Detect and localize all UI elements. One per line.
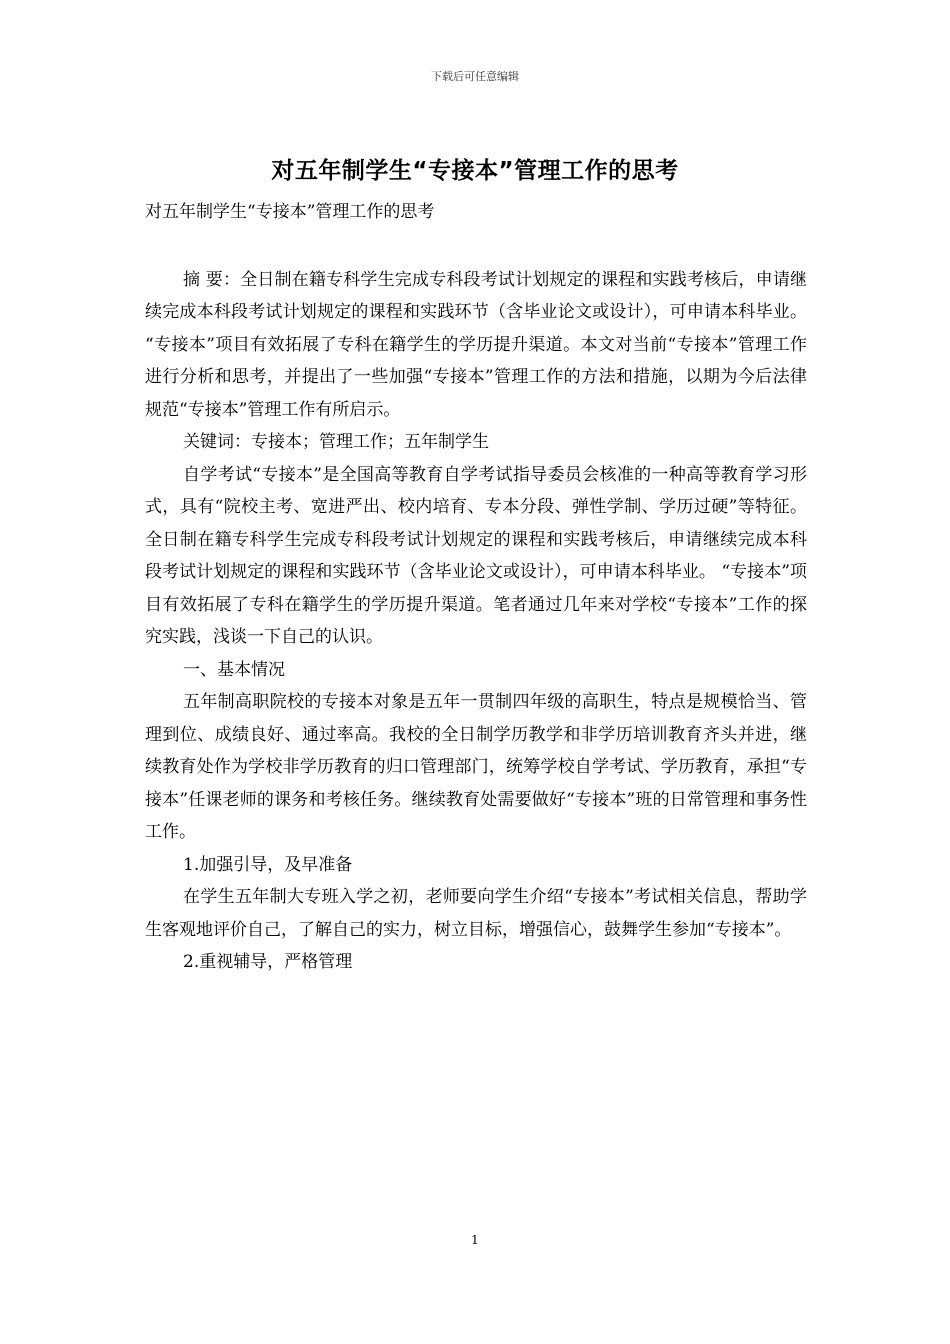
page-number: 1 (471, 1233, 479, 1247)
document-body (145, 196, 807, 979)
document-title: 对五年制学生“专接本”管理工作的思考 (271, 158, 679, 184)
header-note: 下载后可任意编辑 (431, 70, 519, 83)
body-paragraph: 五年制高职院校的专接本对象是五年一贯制四年级的高职生，特点是规模恰当、管理到位、成绩良好、通过率高。我校的全日制学历教学和非学历培训教育齐头并进，继续教育处作为学校非学历教育的归口管理部门，统筹学校自学考试、学历教育，承担“专接本”任课老师的课务和考核任务。继续教育处需要做好“专接本”班的日常管理和事务性工作。 (145, 692, 807, 842)
section-heading: 一、基本情况 (183, 659, 285, 680)
abstract-paragraph: 摘 要：全日制在籍专科学生完成专科段考试计划规定的课程和实践考核后，申请继续完成本科段考试计划规定的课程和实践环节（含毕业论文或设计），可申请本科毕业。 “专接本”项目有效拓展了专科在籍学生的学历提升渠道。本文对当前“专接本”管理工作进行分析和思考，并提出了一些加强“专接本”管理工作的方法和措施，以期为今后法律规范“专接本”管理工作有所启示。 (145, 269, 807, 420)
document-subtitle: 对五年制学生“专接本”管理工作的思考 (145, 202, 435, 222)
subsection-heading: 1.加强引导，及早准备 (183, 854, 353, 875)
subsection-heading: 2.重视辅导，严格管理 (183, 952, 353, 972)
body-paragraph: 在学生五年制大专班入学之初，老师要向学生介绍“专接本”考试相关信息，帮助学生客观地评价自己，了解自己的实力，树立目标，增强信心，鼓舞学生参加“专接本”。 (145, 887, 807, 940)
keywords-paragraph: 关键词：专接本；管理工作；五年制学生 (183, 432, 489, 452)
body-paragraph: 自学考试“专接本”是全国高等教育自学考试指导委员会核准的一种高等教育学习形式，具有“院校主考、宽进严出、校内培育、专本分段、弹性学制、学历过硬”等特征。全日制在籍专科学生完成专科段考试计划规定的课程和实践考核后，申请继续完成本科段考试计划规定的课程和实践环节（含毕业论文或设计），可申请本科毕业。 “专接本”项目有效拓展了专科在籍学生的学历提升渠道。笔者通过几年来对学校“专接本”工作的探究实践，浅谈一下自己的认识。 (145, 464, 807, 647)
